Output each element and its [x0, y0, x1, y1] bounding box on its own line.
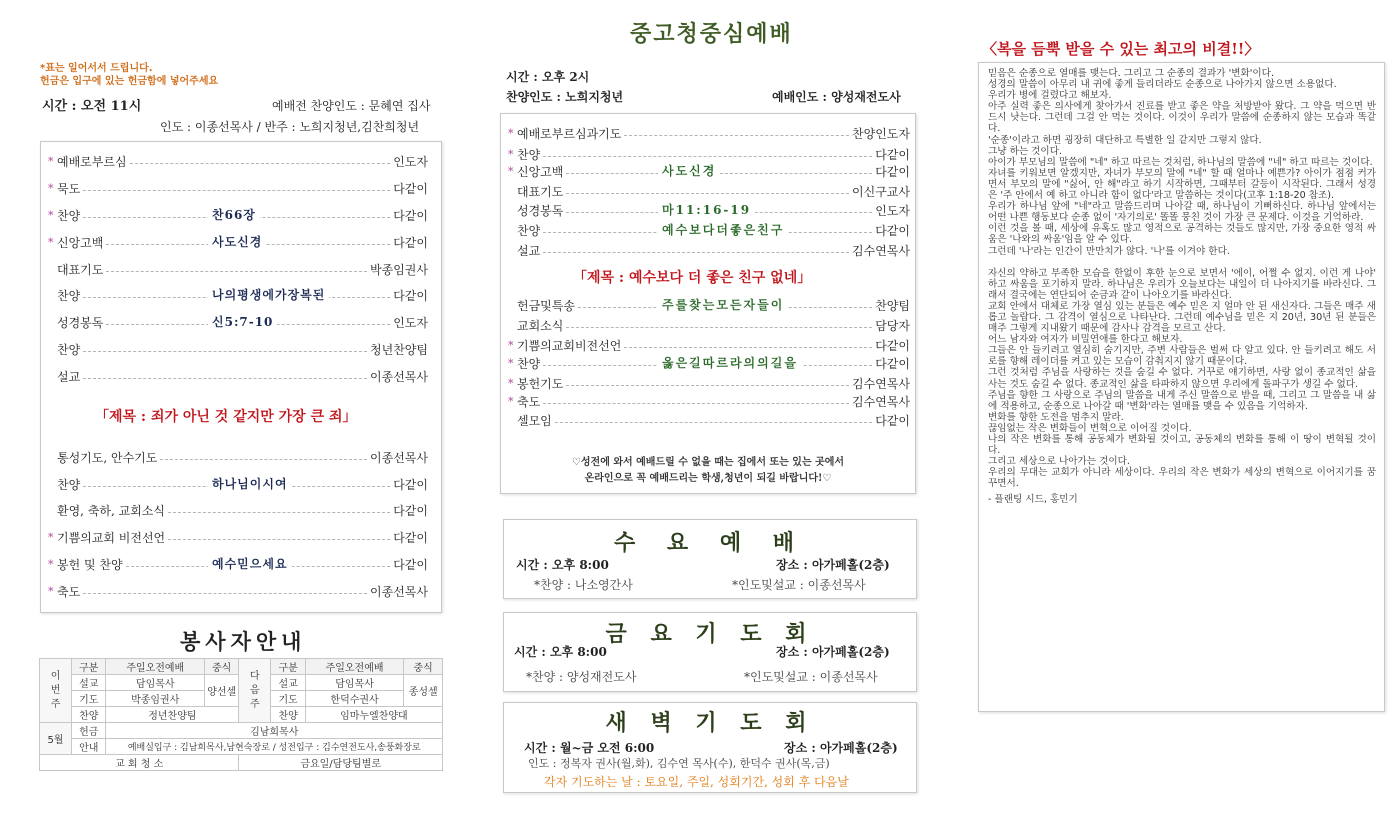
order-row: [508, 162, 910, 180]
dotted-leader: [566, 327, 872, 328]
volunteers-table: [39, 658, 443, 771]
order-row: [48, 233, 428, 251]
wednesday-title: 수 요 예 배: [614, 530, 806, 556]
order-item-name: 찬양: [57, 477, 81, 492]
order-item-name: 찬양: [57, 342, 81, 357]
column-paragraph: 우리가 병에 걸렸다고 해보자.: [988, 90, 1112, 102]
order-item-person: 이종선목사: [370, 369, 428, 384]
dotted-leader: [106, 271, 367, 272]
order-item-name: 찬양: [57, 288, 81, 303]
order-item-name: 설교: [517, 243, 541, 258]
order-item-person: 다같이: [393, 288, 428, 303]
order-row: [48, 582, 428, 600]
order-item-name: 찬양: [517, 223, 541, 238]
column-paragraph: 나의 작은 변화를 통해 공동체가 변화될 것이고, 공동체의 변화를 통해 이 땅이 변혁될 것이다.: [988, 434, 1376, 457]
order-row: [48, 448, 428, 466]
order-row: [508, 296, 910, 314]
next-week-label: 다음주: [239, 659, 271, 723]
order-row: [48, 340, 428, 358]
column-text-box: [978, 62, 1385, 712]
order-item-detail: 옳은길따르라의의길을: [658, 354, 802, 372]
service-leaders: 인도 : 이종선목사 / 반주 : 노희지청년,김찬희청년: [160, 120, 420, 134]
column-paragraph: 우리가 하나님 앞에 "네"라고 말씀드리며 나아갈 때, 하나님이 기뻐하신다. 하나님 앞에서는 어떤 나쁜 행동보다 순종 없이 '자기의로' 똘똘 뭉친 것이 가장 큰 문제다. 이것을 기억하라.: [988, 201, 1376, 224]
order-item-person: 인도자: [393, 315, 428, 330]
dotted-leader: [566, 385, 849, 386]
dawn-title: 새 벽 기 도 회: [605, 710, 815, 736]
order-row: [508, 316, 910, 334]
order-item-person: 김수연목사: [852, 376, 910, 391]
this-praise: 정년찬양팀: [106, 707, 239, 723]
order-item-person: 김수연목사: [852, 394, 910, 409]
dotted-leader: [624, 135, 849, 136]
dotted-leader: [543, 403, 849, 404]
order-row: [508, 221, 910, 239]
column-paragraph: '순종'이라고 하면 굉장히 대단하고 특별한 일 같지만 그렇지 않다.: [988, 134, 1262, 146]
order-row: [508, 392, 910, 410]
youth-sermon-title: 「제목 : 예수보다 더 좋은 친구 없네」: [573, 270, 812, 286]
standing-note-line1: *표는 일어서서 드립니다.: [40, 63, 153, 74]
order-item-name: 성경봉독: [517, 203, 564, 218]
column-paragraph: 자신의 약하고 부족한 모습을 한없이 후한 눈으로 보면서 '에이, 어쩔 수 없지. 이런 게 나야' 하고 싸움을 포기하지 말라. 하나님은 우리가 오늘보다는 내일이 더 나아지기를 바라신다. 그래서 결국에는 연단되어 순금과 같이 나아오기를 바라신다.: [988, 267, 1376, 301]
dotted-leader: [160, 459, 367, 460]
order-item-detail: 주를찾는모든자들이: [658, 296, 788, 314]
order-item-name: 교회소식: [517, 318, 564, 333]
order-item-detail: 신5:7-10: [208, 313, 277, 331]
header-sunday: 주일오전예배: [106, 659, 205, 675]
dotted-leader: [543, 156, 872, 157]
order-item-detail: 찬66장: [208, 206, 260, 224]
wednesday-place: 장소 : 아가페홀(2층): [776, 558, 890, 572]
order-row: [48, 206, 428, 224]
wednesday-lead: *인도및설교 : 이종선목사: [732, 578, 866, 592]
column-paragraph: 그런데 '나'라는 인간이 만만치가 않다. '나'를 이겨야 한다.: [988, 245, 1230, 257]
standing-mark: *: [508, 338, 514, 352]
standing-mark: *: [48, 154, 54, 168]
header-category: 구분: [72, 659, 106, 675]
column-paragraph: 아주 실력 좋은 의사에게 찾아가서 진료를 받고 좋은 약을 처방받아 왔다. 그 약을 먹으면 반드시 낫는다. 그런데 그걸 안 먹는 것이다. 이것이 우리가 말씀에 순종하지 않는 모습과 똑같다.: [988, 101, 1376, 135]
order-item-detail: 나의평생에가장복된: [208, 286, 329, 304]
row-praise-label-2: 찬양: [271, 707, 305, 723]
column-signature: - 플랜팅 시드, 홍민기: [988, 494, 1078, 506]
column-paragraph: 변화를 향한 도전을 멈추지 말라.: [988, 411, 1124, 423]
order-row: [508, 354, 910, 372]
header-meal: 중식: [205, 659, 239, 675]
youth-service-title: 중고청중심예배: [630, 21, 793, 47]
order-item-person: 김수연목사: [852, 243, 910, 258]
youth-footer-note: [500, 455, 916, 487]
standing-mark: *: [508, 356, 514, 370]
order-item-detail: 마11:16-19: [658, 201, 755, 219]
column-title: 〈복을 듬뿍 받을 수 있는 최고의 비결!!〉: [982, 40, 1260, 58]
row-sermon-label: 설교: [72, 675, 106, 691]
order-item-person: 다같이: [875, 147, 910, 162]
dotted-leader: [168, 512, 390, 513]
order-item-name: 헌금및특송: [517, 298, 575, 313]
standing-mark: *: [48, 584, 54, 598]
order-item-name: 대표기도: [57, 262, 104, 277]
order-item-person: 다같이: [393, 503, 428, 518]
next-prayer: 한덕수권사: [305, 691, 404, 707]
order-item-person: 청년찬양팀: [370, 342, 428, 357]
order-item-name: 축도: [517, 394, 541, 409]
header-category-2: 구분: [271, 659, 305, 675]
dotted-leader: [83, 378, 367, 379]
header-meal-2: 중식: [404, 659, 443, 675]
main-service-time: 시간 : 오전 11시: [42, 99, 142, 114]
column-paragraph: 그런 것처럼 주님을 사랑하는 것을 숨길 수 없다. 거꾸로 얘기하면, 사랑 없이 종교적인 삶을 사는 것도 숨길 수 없다. 종교적인 삶을 타파하지 않으면 우리에게 돌파구가 생길 수 없다.: [988, 367, 1376, 390]
order-item-person: 이종선목사: [370, 584, 428, 599]
order-item-person: 인도자: [875, 203, 910, 218]
next-praise: 임마누엘찬양대: [305, 707, 442, 723]
pre-service-praise-leader: 예배전 찬양인도 : 문혜연 집사: [272, 99, 431, 113]
order-row: [48, 179, 428, 197]
order-row: [48, 286, 428, 304]
order-row: [508, 145, 910, 163]
offering-label: 헌금: [72, 723, 106, 739]
dotted-leader: [83, 351, 367, 352]
wednesday-praise: *찬양 : 나소영간사: [534, 578, 633, 592]
youth-service-time: 시간 : 오후 2시: [506, 70, 590, 84]
order-item-name: 셀모임: [517, 413, 552, 428]
standing-mark: *: [48, 208, 54, 222]
order-item-name: 통성기도, 안수기도: [57, 450, 158, 465]
order-row: [508, 411, 910, 429]
order-item-name: 신앙고백: [517, 164, 564, 179]
youth-footer-line1: ♡성전에 와서 예배드릴 수 없을 때는 집에서 또는 있는 곳에서: [571, 457, 845, 468]
dotted-leader: [624, 347, 872, 348]
this-sermon: 담임목사: [106, 675, 205, 691]
order-item-person: 다같이: [875, 223, 910, 238]
standing-mark: *: [508, 394, 514, 408]
order-item-person: 다같이: [393, 557, 428, 572]
order-item-person: 다같이: [393, 530, 428, 545]
dotted-leader: [130, 163, 391, 164]
standing-mark: *: [508, 147, 514, 161]
order-row: [508, 336, 910, 354]
wednesday-time: 시간 : 오후 8:00: [516, 558, 609, 572]
order-row: [48, 501, 428, 519]
guide-value: 예배실입구 : 김남희목사,남현숙장로 / 성전입구 : 김수연전도사,송풍화장로: [106, 739, 443, 755]
dawn-prayer-box: [503, 702, 917, 793]
dotted-leader: [168, 539, 390, 540]
order-item-name: 예배로부르심과기도: [517, 126, 622, 141]
order-row: [508, 201, 910, 219]
standing-mark: *: [48, 235, 54, 249]
cleaning-value: 금요일/담당팀별로: [239, 755, 443, 771]
standing-mark: *: [508, 164, 514, 178]
order-item-person: 다같이: [393, 235, 428, 250]
order-row: [508, 182, 910, 200]
order-item-person: 다같이: [393, 181, 428, 196]
month-label: 5월: [40, 723, 72, 755]
this-meal: 양선셀: [205, 675, 239, 707]
order-item-name: 찬양: [57, 208, 81, 223]
order-item-name: 묵도: [57, 181, 81, 196]
order-row: [48, 555, 428, 573]
order-item-person: 담당자: [875, 318, 910, 333]
order-row: [48, 475, 428, 493]
column-paragraph: 우리의 무대는 교회가 아니라 세상이다. 우리의 작은 변화가 세상의 변혁으로 이어지기를 꿈꾸면서.: [988, 467, 1376, 490]
column-paragraph: 아이가 부모님의 말씀에 "네" 하고 따르는 것처럼, 하나님의 말씀에 "네" 하고 따르는 것이다.: [988, 156, 1373, 168]
row-prayer-label: 기도: [72, 691, 106, 707]
order-item-person: 박종임권사: [370, 262, 428, 277]
order-item-name: 찬양: [517, 356, 541, 371]
order-item-person: 이종선목사: [370, 450, 428, 465]
standing-mark: *: [508, 126, 514, 140]
friday-prayer-box: [503, 612, 917, 692]
order-row: [48, 260, 428, 278]
dawn-leaders: 인도 : 정복자 권사(월,화), 김수연 목사(수), 한덕수 권사(목,금): [528, 757, 830, 770]
order-item-person: 찬양인도자: [852, 126, 910, 141]
order-item-person: 다같이: [875, 413, 910, 428]
order-item-name: 기쁨의교회 비전선언: [57, 530, 166, 545]
youth-footer-line2: 온라인으로 꼭 예배드리는 학생,청년이 되길 바랍니다!♡: [584, 473, 832, 484]
column-paragraph: 그냥 하는 것이다.: [988, 145, 1063, 157]
column-paragraph: 어느 남자와 여자가 비밀연애를 한다고 해보자.: [988, 334, 1183, 346]
wednesday-service-box: [503, 519, 917, 599]
column-paragraph: 주님을 향한 그 사랑으로 주님의 말씀을 내게 주신 말씀으로 받을 때, 그리고 그 말씀을 내 삶에 적용하고, 순종으로 나아갈 때 '변화'라는 열매를 맺을 수 있음을 기억하자.: [988, 389, 1376, 412]
order-item-person: 찬양팀: [875, 298, 910, 313]
next-meal: 종성셀: [404, 675, 443, 707]
friday-praise: *찬양 : 양성재전도사: [526, 670, 637, 684]
dawn-time: 시간 : 월~금 오전 6:00: [524, 741, 655, 755]
order-item-detail: 사도신경: [208, 233, 266, 251]
order-row: [48, 528, 428, 546]
order-item-person: 다같이: [875, 356, 910, 371]
order-row: [508, 374, 910, 392]
order-item-person: 인도자: [393, 154, 428, 169]
standing-note: [40, 62, 218, 88]
order-item-person: 다같이: [393, 477, 428, 492]
next-sermon: 담임목사: [305, 675, 404, 691]
order-item-name: 봉헌 및 찬양: [57, 557, 123, 572]
order-item-detail: 예수믿으세요: [208, 555, 292, 573]
order-row: [48, 313, 428, 331]
order-item-name: 환영, 축하, 교회소식: [57, 503, 165, 518]
order-item-person: 이신구교사: [852, 184, 910, 199]
row-sermon-label-2: 설교: [271, 675, 305, 691]
dawn-place: 장소 : 아가페홀(2층): [784, 741, 898, 755]
friday-time: 시간 : 오후 8:00: [514, 645, 607, 659]
column-paragraph: 교회 안에서 대체로 가장 열심 있는 분들은 예수 믿은 지 얼마 안 된 새신자다. 그들은 매주 새롭고 놀랍다. 그 감격이 열심으로 나타난다. 그런데 예수님을 믿은 지 20년, 30년 된 분들은 매주 그렇게 지내왔기 때문에 감사나 감격을 모르고 산다.: [988, 300, 1376, 335]
friday-title: 금 요 기 도 회: [605, 621, 815, 647]
column-paragraph: 믿음은 순종으로 열매를 맺는다. 그리고 그 순종의 결과가 '변화'이다.: [988, 68, 1274, 79]
cleaning-label: 교 회 청 소: [40, 755, 239, 771]
order-row: [48, 367, 428, 385]
order-item-detail: 예수보다더좋은친구: [658, 221, 788, 239]
order-item-name: 봉헌기도: [517, 376, 564, 391]
order-row: [508, 124, 910, 142]
column-spacer: [988, 257, 1376, 268]
order-row: [48, 152, 428, 170]
header-sunday-2: 주일오전예배: [305, 659, 404, 675]
order-item-person: 다같이: [875, 164, 910, 179]
order-item-name: 설교: [57, 369, 81, 384]
row-prayer-label-2: 기도: [271, 691, 305, 707]
order-item-person: 다같이: [393, 208, 428, 223]
column-paragraph: 성경의 말씀이 아무리 내 귀에 좋게 들리더라도 순종으로 나아가지 않으면 소용없다.: [988, 79, 1337, 91]
main-sermon-title: 「제목 : 죄가 아닌 것 같지만 가장 큰 죄」: [95, 409, 357, 425]
order-item-detail: 사도신경: [658, 162, 720, 180]
order-row: [508, 241, 910, 259]
dotted-leader: [555, 422, 872, 423]
column-paragraph: 끊임없는 작은 변화들이 변혁으로 이어질 것이다.: [988, 422, 1192, 434]
guide-label: 안내: [72, 739, 106, 755]
this-prayer: 박종임권사: [106, 691, 205, 707]
this-week-label: 이번주: [40, 659, 72, 723]
column-paragraph: 그리고 세상으로 나아가는 것이다.: [988, 456, 1130, 468]
standing-mark: *: [48, 557, 54, 571]
youth-preacher: 예배인도 : 양성재전도사: [772, 90, 901, 104]
column-paragraph: 그들은 안 들키려고 열심히 숨기지만, 주변 사람들은 벌써 다 알고 있다. 안 들키려고 해도 서로를 향해 레이더를 켜고 있는 모습이 감춰지지 않기 때문이다.: [988, 345, 1376, 368]
order-item-person: 다같이: [875, 338, 910, 353]
order-item-detail: 하나님이시여: [208, 475, 292, 493]
volunteers-title: 봉사자안내: [180, 629, 307, 654]
offering-value: 김남희목사: [106, 723, 443, 739]
column-paragraph: 자녀를 키워보면 알겠지만, 자녀가 부모의 말에 "네" 할 때 얼마나 예쁜가? 아이가 점점 커가면서 부모의 말에 "싫어, 안 해"라고 하기 시작하면, 그때부터 갈등이 시작된다. 그래서 성경은 '주 안에서 예 하고 아니라 함이 없다'라고 말씀하는 것이다(고후 1:18-20 참조).: [988, 167, 1376, 202]
row-praise-label: 찬양: [72, 707, 106, 723]
order-item-name: 신앙고백: [57, 235, 104, 250]
order-item-name: 기쁨의교회비전선언: [517, 338, 622, 353]
standing-mark: *: [508, 376, 514, 390]
standing-note-line2: 헌금은 입구에 있는 헌금함에 넣어주세요: [40, 76, 219, 87]
dawn-note: 각자 기도하는 날 : 토요일, 주일, 성회기간, 성회 후 다음날: [544, 775, 849, 789]
youth-praise-leader: 찬양인도 : 노희지청년: [506, 90, 624, 104]
friday-place: 장소 : 아가페홀(2층): [776, 645, 890, 659]
order-item-name: 축도: [57, 584, 81, 599]
order-item-name: 성경봉독: [57, 315, 104, 330]
column-paragraph: 이런 것을 볼 때, 세상에 유혹도 많고 영적으로 공격하는 것들도 많지만, 가장 중요한 영적 싸움은 '나와의 싸움'임을 알 수 있다.: [988, 223, 1376, 246]
standing-mark: *: [48, 530, 54, 544]
dotted-leader: [83, 190, 390, 191]
order-item-name: 예배로부르심: [57, 154, 127, 169]
dotted-leader: [83, 593, 367, 594]
friday-lead: *인도및설교 : 이종선목사: [744, 670, 878, 684]
order-item-name: 대표기도: [517, 184, 564, 199]
dotted-leader: [566, 193, 849, 194]
order-item-name: 찬양: [517, 147, 541, 162]
dotted-leader: [543, 252, 849, 253]
standing-mark: *: [48, 181, 54, 195]
